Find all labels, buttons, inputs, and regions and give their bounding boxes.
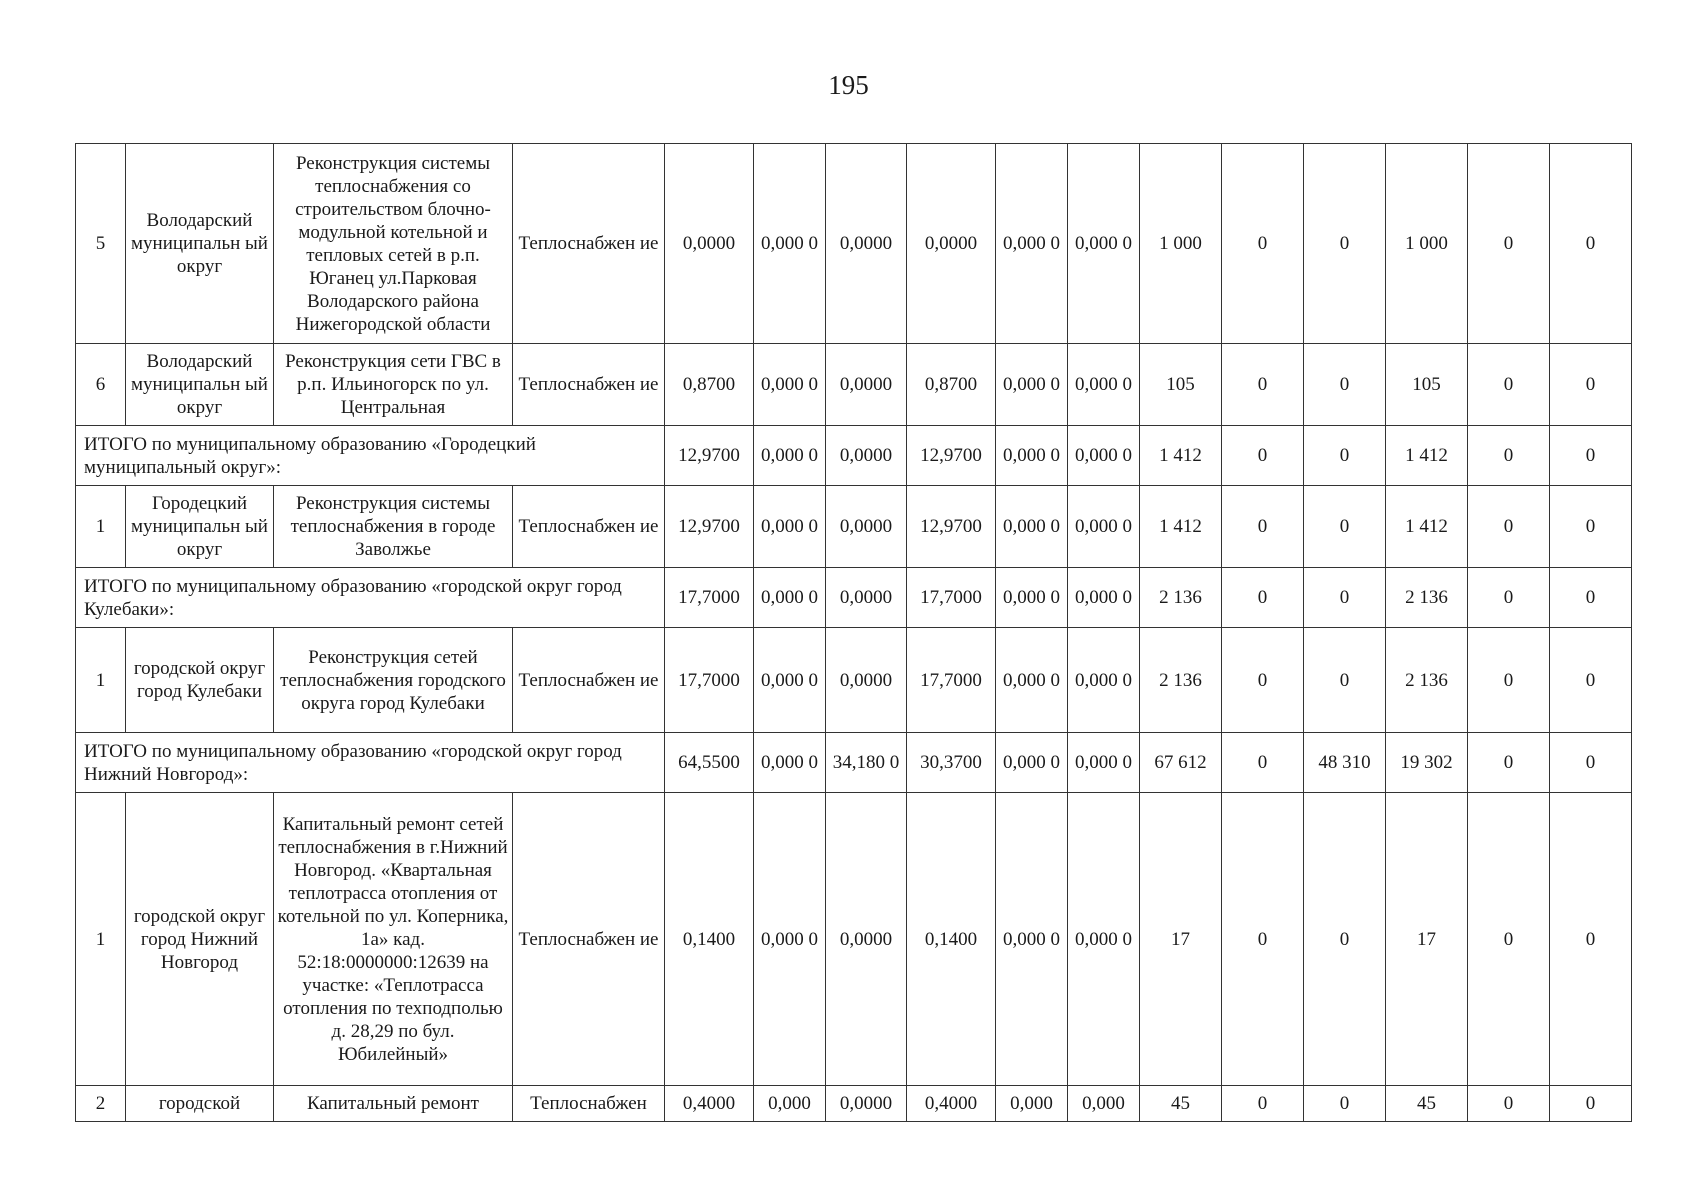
cell-number: 1 — [76, 793, 126, 1086]
cell-number: 5 — [76, 144, 126, 344]
cell-value: 0 — [1550, 426, 1632, 486]
cell-value: 17 — [1140, 793, 1222, 1086]
cell-value: 0 — [1550, 344, 1632, 426]
cell-value: 0 — [1304, 1086, 1386, 1122]
cell-municipality: Володарский муниципальн ый округ — [126, 144, 274, 344]
cell-value: 1 412 — [1140, 486, 1222, 568]
cell-value: 0,000 0 — [1068, 426, 1140, 486]
cell-value: 0 — [1222, 628, 1304, 733]
cell-value: 0,000 0 — [996, 344, 1068, 426]
cell-value: 45 — [1386, 1086, 1468, 1122]
table-row — [76, 144, 1632, 344]
cell-value: 105 — [1140, 344, 1222, 426]
cell-value: 0,000 0 — [754, 733, 826, 793]
cell-value: 12,9700 — [665, 486, 754, 568]
cell-value: 1 412 — [1386, 486, 1468, 568]
table-row — [76, 344, 1632, 426]
cell-value: 0,0000 — [826, 144, 907, 344]
cell-value: 48 310 — [1304, 733, 1386, 793]
cell-municipality: Володарский муниципальн ый округ — [126, 344, 274, 426]
cell-number: 1 — [76, 628, 126, 733]
cell-value: 12,9700 — [665, 426, 754, 486]
cell-value: 12,9700 — [907, 486, 996, 568]
cell-value: 0,000 0 — [1068, 568, 1140, 628]
cell-value: 105 — [1386, 344, 1468, 426]
cell-value: 0,000 0 — [754, 426, 826, 486]
cell-value: 17,7000 — [665, 568, 754, 628]
cell-value: 12,9700 — [907, 426, 996, 486]
cell-value: 0,4000 — [665, 1086, 754, 1122]
cell-value: 0 — [1468, 628, 1550, 733]
cell-value: 0 — [1550, 1086, 1632, 1122]
table-row — [76, 793, 1632, 1086]
cell-value: 0,000 0 — [1068, 486, 1140, 568]
cell-value: 0,000 0 — [996, 568, 1068, 628]
cell-project: Реконструкция сетей теплоснабжения городского округа город Кулебаки — [274, 628, 513, 733]
cell-value: 0 — [1222, 144, 1304, 344]
cell-value: 45 — [1140, 1086, 1222, 1122]
cell-value: 0,000 0 — [754, 486, 826, 568]
cell-value: 0,000 0 — [754, 568, 826, 628]
cell-category: Теплоснабжен ие — [513, 144, 665, 344]
cell-value: 0 — [1468, 486, 1550, 568]
cell-value: 0 — [1468, 144, 1550, 344]
cell-value: 0 — [1468, 568, 1550, 628]
cell-value: 2 136 — [1386, 628, 1468, 733]
cell-value: 0,000 0 — [754, 344, 826, 426]
cell-value: 0,1400 — [665, 793, 754, 1086]
cell-value: 0,0000 — [826, 344, 907, 426]
cell-value: 0 — [1550, 628, 1632, 733]
cell-value: 0 — [1468, 426, 1550, 486]
cell-value: 0,000 0 — [996, 628, 1068, 733]
cell-value: 2 136 — [1140, 568, 1222, 628]
cell-value: 0 — [1468, 344, 1550, 426]
cell-value: 0,000 0 — [1068, 733, 1140, 793]
cell-value: 0 — [1304, 793, 1386, 1086]
cell-value: 1 000 — [1386, 144, 1468, 344]
cell-number: 1 — [76, 486, 126, 568]
cell-value: 0,000 0 — [1068, 344, 1140, 426]
total-label: ИТОГО по муниципальному образованию «городской округ город Нижний Новгород»: — [76, 733, 665, 793]
cell-value: 0 — [1550, 486, 1632, 568]
cell-value: 17,7000 — [907, 568, 996, 628]
cell-category: Теплоснабжен ие — [513, 486, 665, 568]
cell-value: 0,0000 — [826, 793, 907, 1086]
table-row — [76, 486, 1632, 568]
cell-value: 1 412 — [1386, 426, 1468, 486]
cell-value: 0,0000 — [826, 1086, 907, 1122]
cell-value: 34,180 0 — [826, 733, 907, 793]
cell-value: 17,7000 — [665, 628, 754, 733]
cell-value: 0,0000 — [907, 144, 996, 344]
cell-value: 0,000 0 — [996, 793, 1068, 1086]
table-row — [76, 628, 1632, 733]
cell-project: Реконструкция системы теплоснабжения со строительством блочно-модульной котельной и тепловых сетей в р.п. Юганец ул.Парковая Володарского района Нижегородской области — [274, 144, 513, 344]
total-row — [76, 426, 1632, 486]
cell-value: 0,0000 — [826, 426, 907, 486]
cell-value: 1 412 — [1140, 426, 1222, 486]
cell-value: 0,000 0 — [1068, 628, 1140, 733]
total-label: ИТОГО по муниципальному образованию «городской округ город Кулебаки»: — [76, 568, 665, 628]
cell-value: 2 136 — [1386, 568, 1468, 628]
cell-value: 0 — [1222, 344, 1304, 426]
cell-value: 0,0000 — [826, 628, 907, 733]
cell-value: 67 612 — [1140, 733, 1222, 793]
cell-value: 0,000 0 — [996, 486, 1068, 568]
cell-value: 0 — [1550, 144, 1632, 344]
cell-number: 6 — [76, 344, 126, 426]
cell-municipality: городской округ город Нижний Новгород — [126, 793, 274, 1086]
cell-value: 0 — [1304, 144, 1386, 344]
total-row — [76, 733, 1632, 793]
cell-value: 19 302 — [1386, 733, 1468, 793]
cell-value: 0,000 0 — [754, 793, 826, 1086]
cell-category: Теплоснабжен ие — [513, 628, 665, 733]
cell-value: 0 — [1304, 486, 1386, 568]
cell-value: 0,000 0 — [996, 144, 1068, 344]
cell-municipality: Городецкий муниципальн ый округ — [126, 486, 274, 568]
cell-value: 0 — [1222, 733, 1304, 793]
cell-value: 30,3700 — [907, 733, 996, 793]
cell-municipality: городской — [126, 1086, 274, 1122]
cell-value: 0 — [1222, 568, 1304, 628]
cell-value: 17 — [1386, 793, 1468, 1086]
total-row — [76, 568, 1632, 628]
data-table — [75, 143, 1632, 1122]
cell-value: 0 — [1304, 426, 1386, 486]
cell-value: 0 — [1222, 486, 1304, 568]
cell-category: Теплоснабжен ие — [513, 344, 665, 426]
cell-value: 0,000 0 — [996, 426, 1068, 486]
cell-value: 0,1400 — [907, 793, 996, 1086]
cell-value: 0,0000 — [826, 568, 907, 628]
cell-value: 0 — [1550, 733, 1632, 793]
cell-value: 0,8700 — [907, 344, 996, 426]
cell-value: 0,4000 — [907, 1086, 996, 1122]
cell-value: 0 — [1222, 793, 1304, 1086]
cell-value: 0 — [1304, 568, 1386, 628]
cell-project: Реконструкция системы теплоснабжения в городе Заволжье — [274, 486, 513, 568]
cell-value: 0,000 — [754, 1086, 826, 1122]
cell-category: Теплоснабжен — [513, 1086, 665, 1122]
cell-value: 0 — [1550, 568, 1632, 628]
cell-value: 0 — [1304, 344, 1386, 426]
cell-project: Реконструкция сети ГВС в р.п. Ильиногорск по ул. Центральная — [274, 344, 513, 426]
cell-value: 0,000 0 — [754, 144, 826, 344]
cell-value: 0 — [1304, 628, 1386, 733]
cell-value: 0,0000 — [665, 144, 754, 344]
cell-project: Капитальный ремонт — [274, 1086, 513, 1122]
cell-value: 0,8700 — [665, 344, 754, 426]
table-body — [76, 144, 1632, 1122]
cell-municipality: городской округ город Кулебаки — [126, 628, 274, 733]
cell-value: 64,5500 — [665, 733, 754, 793]
cell-number: 2 — [76, 1086, 126, 1122]
cell-category: Теплоснабжен ие — [513, 793, 665, 1086]
cell-value: 1 000 — [1140, 144, 1222, 344]
page-number: 195 — [828, 70, 869, 100]
cell-value: 0 — [1468, 733, 1550, 793]
cell-value: 0 — [1468, 793, 1550, 1086]
cell-value: 0 — [1222, 426, 1304, 486]
cell-value: 17,7000 — [907, 628, 996, 733]
total-label: ИТОГО по муниципальному образованию «Городецкий муниципальный округ»: — [76, 426, 665, 486]
cell-value: 0,000 0 — [1068, 793, 1140, 1086]
cell-value: 0 — [1550, 793, 1632, 1086]
cell-value: 0,000 0 — [996, 733, 1068, 793]
cell-value: 2 136 — [1140, 628, 1222, 733]
cell-value: 0,000 — [996, 1086, 1068, 1122]
cell-project: Капитальный ремонт сетей теплоснабжения в г.Нижний Новгород. «Квартальная теплотрасса отопления от котельной по ул. Коперника, 1а» кад. 52:18:0000000:12639 на участке: «Теплотрасса отопления по техподполью д. 28,29 по бул. Юбилейный» — [274, 793, 513, 1086]
cell-value: 0 — [1222, 1086, 1304, 1122]
cell-value: 0,000 0 — [1068, 144, 1140, 344]
cell-value: 0,0000 — [826, 486, 907, 568]
cell-value: 0,000 0 — [754, 628, 826, 733]
cell-value: 0,000 — [1068, 1086, 1140, 1122]
cell-value: 0 — [1468, 1086, 1550, 1122]
table-row — [76, 1086, 1632, 1122]
